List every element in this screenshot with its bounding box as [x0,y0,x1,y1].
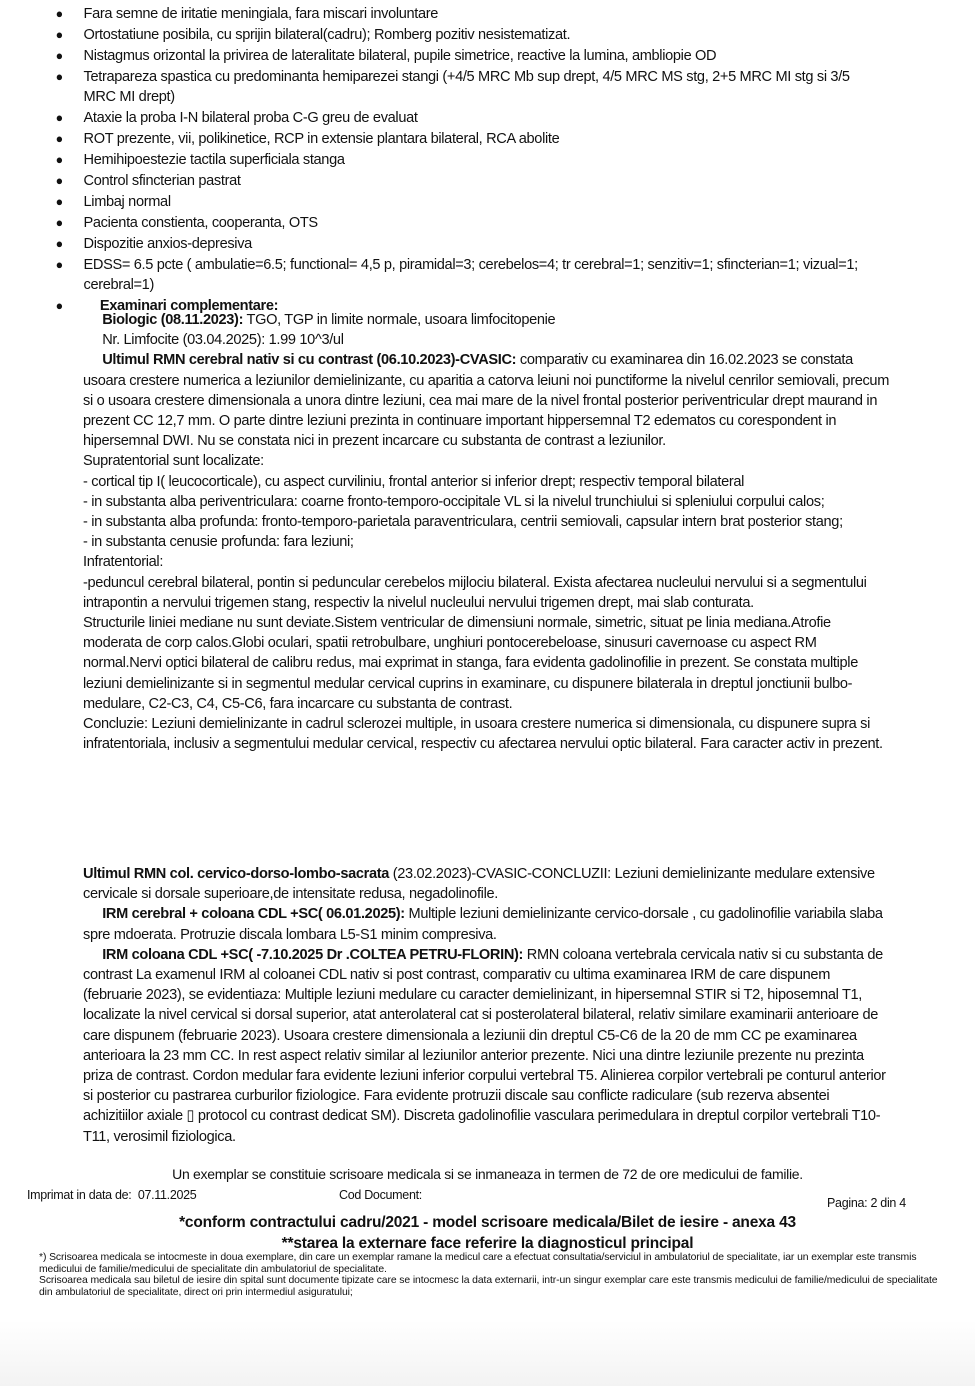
spine-exams-section [83,864,889,1147]
exam-section [83,310,889,754]
page-number: Pagina: 2 din 4 [827,1196,906,1210]
supratentorial-title: Supratentorial sunt localizate: [83,452,264,470]
list-item: ● Dispozitie anxios-depresiva [0,234,936,254]
printed-date: Imprimat in data de: 07.11.2025 [27,1188,197,1202]
anexa-heading: *conform contractului cadru/2021 - model scrisoare medicala/Bilet de iesire - anexa 43 **starea la externare face referire la diagnosticul principal [179,1214,796,1252]
bullet-icon: ● [55,131,63,147]
supratentorial-item: - in substanta cenusie profunda: fara leziuni; [83,533,354,551]
list-item: ● Ortostatiune posibila, cu sprijin bilateral(cadru); Romberg pozitiv nesistematizat. [0,25,936,45]
bullet-icon: ● [55,173,63,189]
limfocite-line: Nr. Limfocite (03.04.2025): 1.99 10^3/ul [102,331,344,349]
concluzie-text: Concluzie: Leziuni demielinizante in cadrul sclerozei multiple, in usoara crestere numerica si dimensionala, cu dispunere supra si infratentoriala, inclusiv a segmentului medular cervical, respectiv cu afectarea nervului optic bilateral. Fara caracter activ in prezent. [83,715,883,753]
list-item: ● Hemihipoestezie tactila superficiala stanga [0,150,936,170]
rmn-col-paragraph: Ultimul RMN col. cervico-dorso-lombo-sacrata (23.02.2023)-CVASIC-CONCLUZII: Leziuni demielinizante medulare extensive cervicale si dorsale superioare,de intensitate redusa, negadolinofile. [83,865,875,903]
infratentorial-title: Infratentorial: [83,553,164,571]
list-item: ● Ataxie la proba I-N bilateral proba C-G greu de evaluat [0,108,936,128]
footer-note: Un exemplar se constituie scrisoare medicala si se inmaneaza in termen de 72 de ore medicului de familie. [172,1166,803,1182]
list-item: ● EDSS= 6.5 pcte ( ambulatie=6.5; functional= 4,5 p, piramidal=3; cerebelos=4; tr cerebral=1; senzitiv=1; sfincterian=1; vizual=1; cerebral=1) [55,256,858,294]
supratentorial-item: - in substanta alba profunda: fronto-temporo-parietala paraventriculara, centrii semiovali, capsular intern brat posterior stang; [83,513,843,531]
bullet-icon: ● [55,257,63,273]
bullet-icon: ● [55,298,63,314]
bullet-icon: ● [55,110,63,126]
list-item: ● Control sfincterian pastrat [0,171,936,191]
bullet-icon: ● [55,69,63,84]
list-item: ● Tetrapareza spastica cu predominanta hemiparezei stangi (+4/5 MRC Mb sup drept, 4/5 MRC MS stg, 2+5 MRC MI stg si 3/5 MRC MI drept) [55,68,850,106]
bullet-icon: ● [55,48,63,63]
bullet-icon: ● [55,194,63,210]
infratentorial-text: -peduncul cerebral bilateral, pontin si peduncular cerebelos mijlociu bilateral. Exista afectarea nucleului nervului si a segmentului intrapontin a nervului trigemen stang, respectiv la nivelul nucleului nervului trigemen drept, mai slab conturata. [83,573,867,611]
list-item: ● Limbaj normal [0,192,936,212]
biologic-line: Biologic (08.11.2023): TGO, TGP in limite normale, usoara limfocitopenie [102,311,556,328]
clinical-findings-list [0,4,936,317]
structuri-text: Structurile liniei mediane nu sunt deviate.Sistem ventricular de dimensiuni normale, simetric, situat pe linia mediana.Atrofie moderata de corp calos.Globi oculari, spatii retrobulbare, unghiuri pontocerebeloase, sinusuri cavernoase cu aspect RM normal.Nervi optici bilateral de calibru redus, mai exprimat in stanga, fara evidenta gadolinofilie in prezent. Se constata multiple leziuni demielinizante si in segmentul medular cervical cuprins in examinare, cu dispunere bilaterala in dreptul jonctiunii bulbo-medulare, C2-C3, C4, C5-C6, fara incarcare cu substanta de contrast. [83,614,858,712]
irm-coloana-paragraph: IRM coloana CDL +SC( -7.10.2025 Dr .COLTEA PETRU-FLORIN): RMN coloana vertebrala cervicala nativ si cu substanta de contrast La examenul IRM al coloanei CDL nativ si post contrast, comparativ cu ultima examinarea IRM de care dispunem (februarie 2023), se evidentiaza: Multiple leziuni medulare cu caracter demielinizant, in hipersemnal STIR si T2, hiposemnal T1, localizate la nivel cervical si dorsal superior, atat anterolateral cat si posterolateral bilateral, relativ similare examinarii anterioare de care dispunem (februarie 2023). Usoara crestere dimensionala a leziunii din dreptul C5-C6 de la 20 de mm CC pe examinarea anterioara la 23 mm CC. In rest aspect relativ similar al leziunilor anterior prezente. Nici una dintre leziunile prezente nu prezinta priza de contrast. Cordon medular fara evidente leziuni inferior corpului vertebral T5. Alinierea corpilor vertebrali pe conturul anterior si posterior cu pastrarea curburilor fiziologice. Fara evidente protruzii discale sau conflicte radiculare (sub rezerva absentei achizitiilor axiale ▯ protocol cu contrast dedicat SM). Discreta gadolinofilie vasculara perimedulara in dreptul corpilor vertebrali T10- T11, verosimil fiziologica. [83,945,886,1145]
irm-cerebral-paragraph: IRM cerebral + coloana CDL +SC( 06.01.2025): Multiple leziuni demielinizante cervico-dorsale , cu gadolinofilie variabila slaba spre mdoerata. Protruzie discala lombara L5-S1 minim compresiva. [83,905,883,943]
list-item: ● Fara semne de iritatie meningiala, fara miscari involuntare [0,4,936,24]
bullet-icon: ● [55,6,63,21]
supratentorial-item: - in substanta alba periventriculara: coarne fronto-temporo-occipitale VL si la nivelul trunchiului si spleniului corpului calos; [83,492,825,510]
section-heading: Examinari complementare: [99,297,279,315]
rmn-cerebral-paragraph: Ultimul RMN cerebral nativ si cu contrast (06.10.2023)-CVASIC: comparativ cu examinarea din 16.02.2023 se constata usoara crestere numerica a leziunilor demielinizante, cu aparitia a catorva leiuni noi punctiforme la nivelul cenrilor semiovali, precum si o usoara crestere dimensionala a unora dintre leziuni, cea mai mare de la nivel frontal posterior periventricular drept maurand in prezent CC 12,7 mm. O parte dintre leziuni prezinta in continuare important hippersemnal T2 edematos cu corespondent in hipersemnal DWI. Nu se constata nici in prezent incarcare cu substanta de contrast a leziunilor. [83,351,890,450]
supratentorial-item: - cortical tip I( leucocorticale), cu aspect curviliniu, frontal anterior si inferior drept; respectiv temporal bilateral [83,472,745,490]
document-code-label: Cod Document: [339,1188,422,1202]
list-item: ● ROT prezente, vii, polikinetice, RCP in extensie plantara bilateral, RCA abolite [0,129,936,149]
bullet-icon: ● [55,215,63,231]
bullet-icon: ● [55,236,63,252]
bullet-icon: ● [55,27,63,42]
footnote: *) Scrisoarea medicala se intocmeste in doua exemplare, din care un exemplar ramane la medicul care a efectuat consultatia/serviciul in ambulatoriul de specialitate, iar un exemplar este transmis medicului de familie/medicului de specialitate din ambulatoriul de specialitate. Scrisoarea medicala sau biletul de iesire din spital sunt documente tipizate care se intocmesc la data externarii, intr-un singur exemplar care este transmis medicului de familie/medicului de specialitate din ambulatoriul de specialitate, direct ori prin intermediul asiguratului; [39,1252,938,1298]
bullet-icon: ● [55,152,63,168]
list-item: ● Nistagmus orizontal la privirea de lateralitate bilateral, pupile simetrice, reactive la lumina, ambliopie OD [0,46,936,66]
list-item: ● Pacienta constienta, cooperanta, OTS [0,213,936,233]
